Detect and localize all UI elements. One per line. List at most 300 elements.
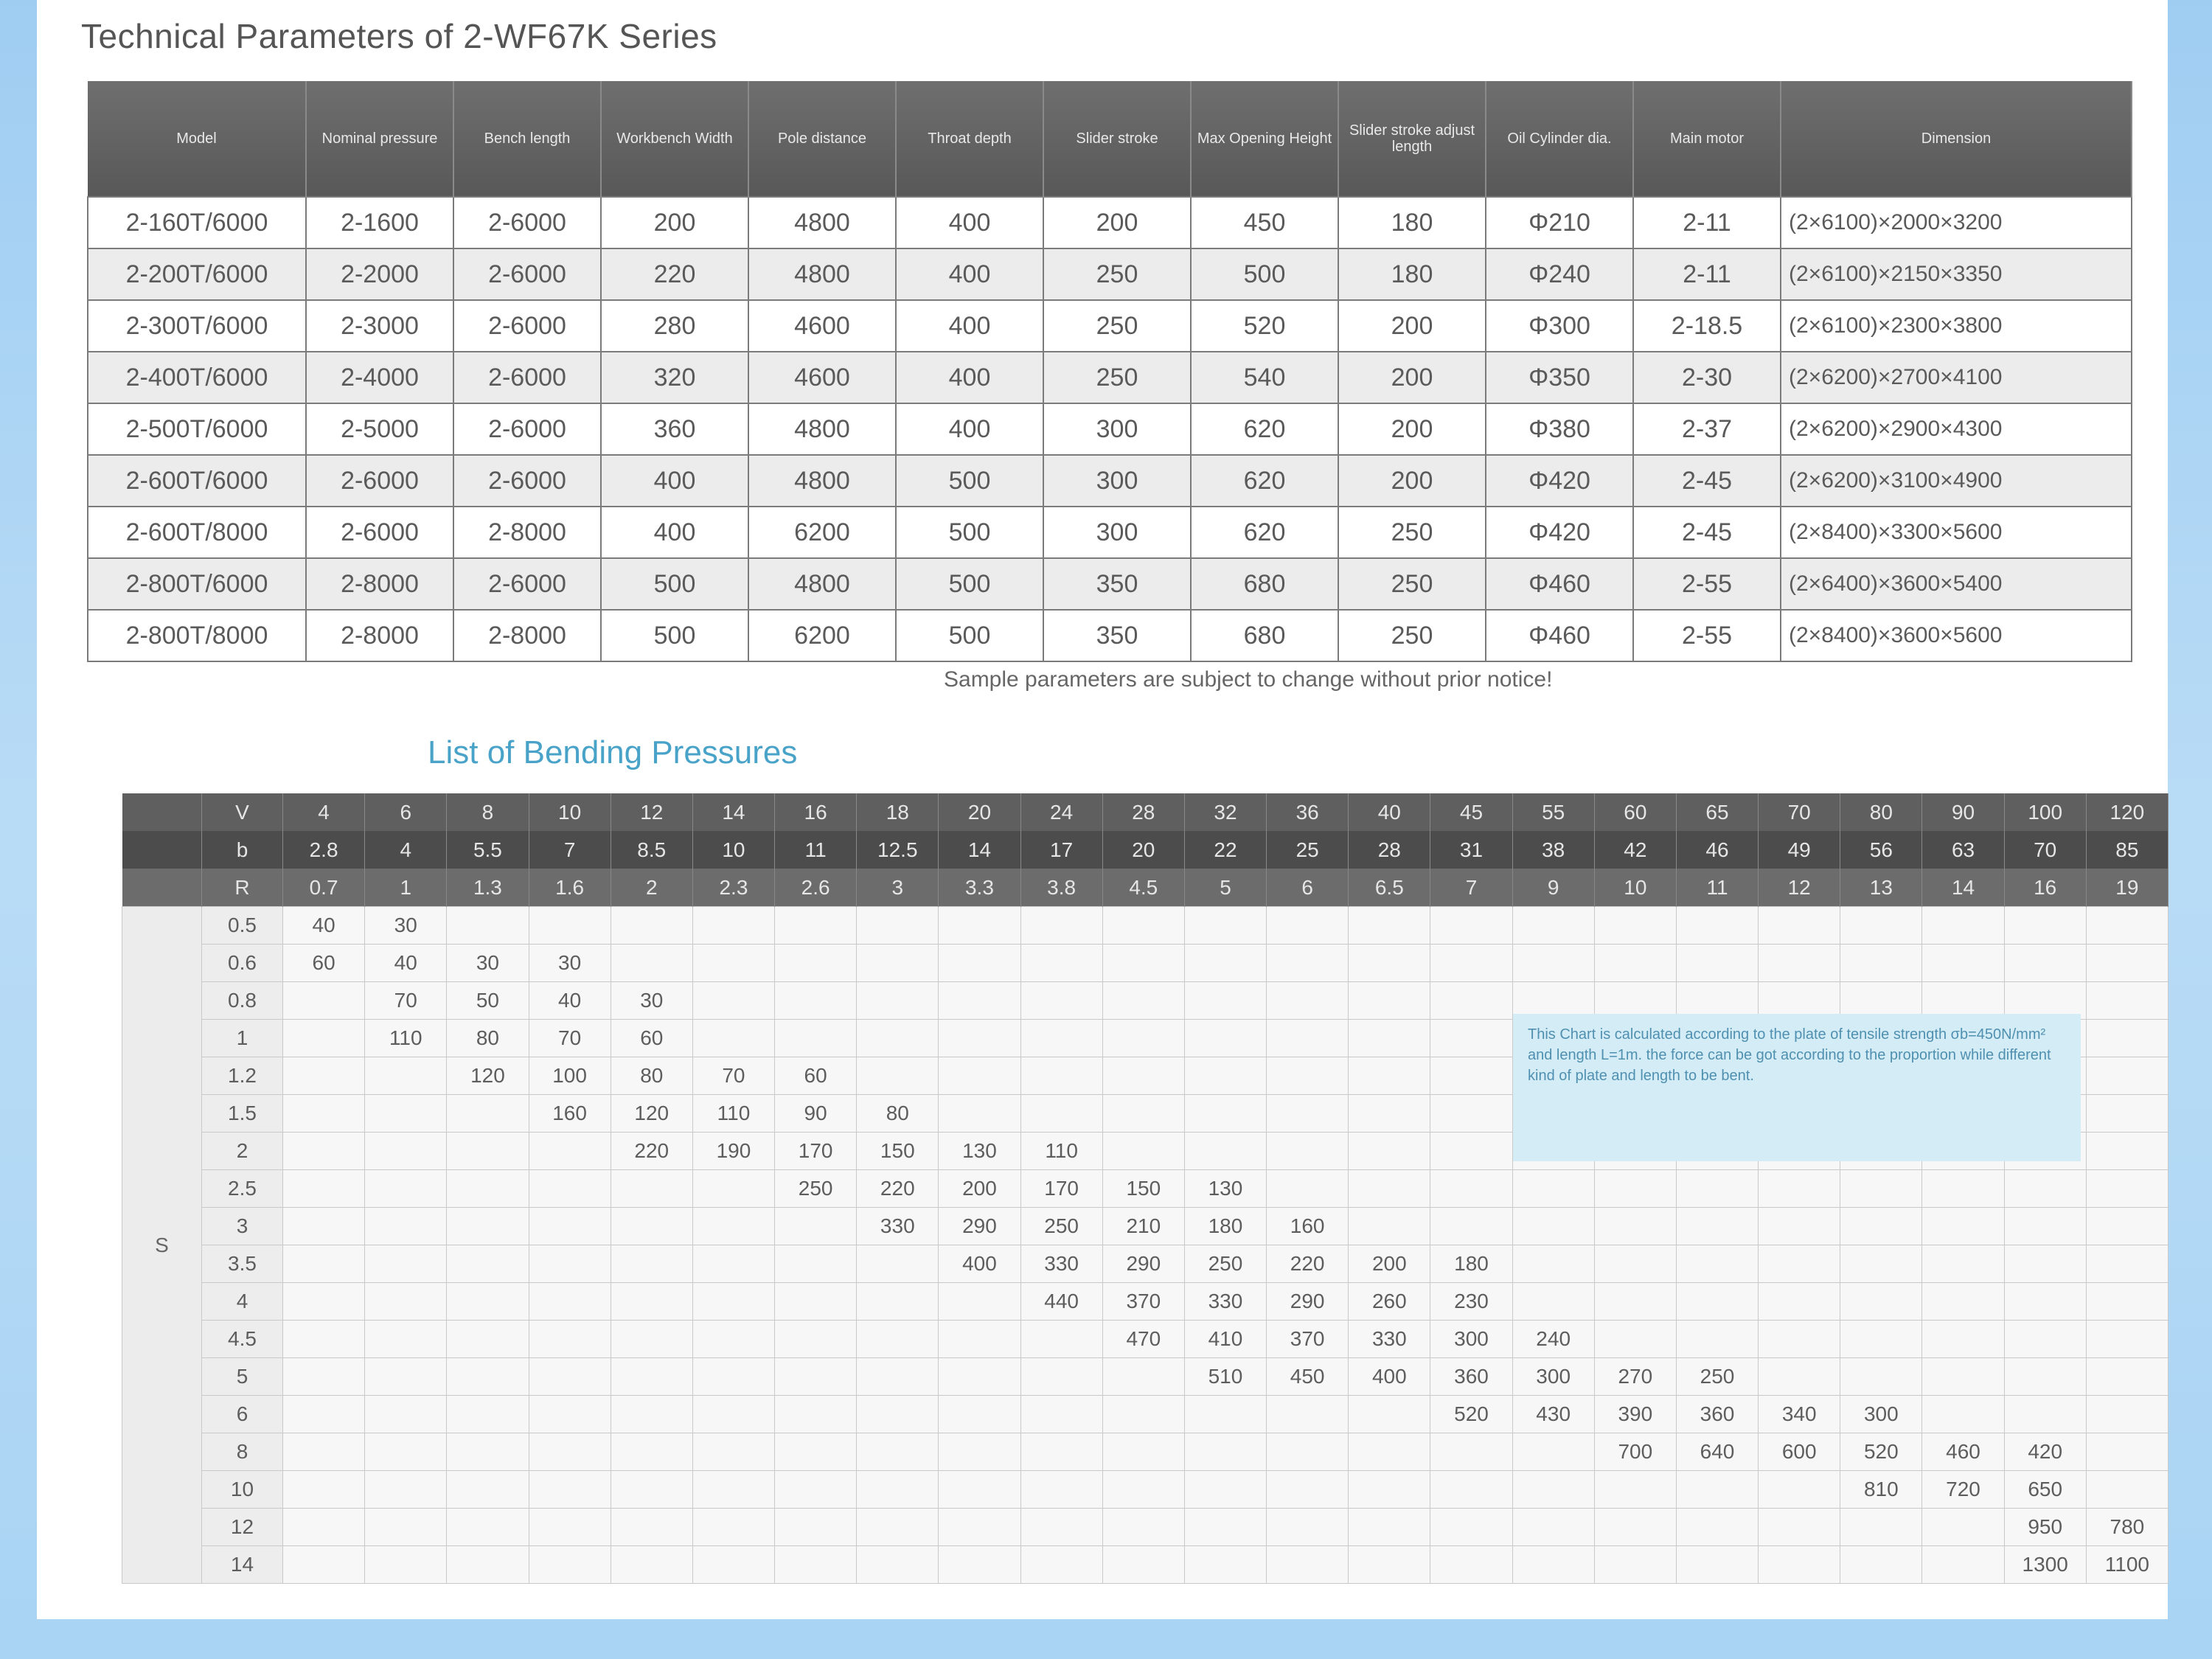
bend-empty-cell: [1594, 1170, 1676, 1208]
param-cell: 400: [896, 352, 1043, 403]
bend-empty-cell: [1840, 1509, 1922, 1546]
param-cell: 2-6000: [306, 507, 453, 558]
bend-empty-cell: [529, 1396, 611, 1433]
bend-empty-cell: [1102, 907, 1184, 945]
param-cell: 2-6000: [453, 300, 601, 352]
bend-header-corner: [122, 831, 202, 869]
bend-pressure-cell: 110: [365, 1020, 447, 1057]
bend-table-row: [122, 1471, 2168, 1509]
bend-empty-cell: [1512, 907, 1594, 945]
param-cell: 4800: [748, 558, 896, 610]
bend-empty-cell: [1840, 1245, 1922, 1283]
bend-empty-cell: [1020, 1546, 1102, 1584]
bend-empty-cell: [939, 1546, 1020, 1584]
bend-thickness-cell: 1.5: [202, 1095, 283, 1133]
bend-empty-cell: [447, 1358, 529, 1396]
bend-pressure-cell: 120: [611, 1095, 692, 1133]
param-table-row: [88, 507, 2132, 558]
bend-empty-cell: [1759, 1358, 1840, 1396]
bend-empty-cell: [857, 1396, 939, 1433]
bend-empty-cell: [447, 907, 529, 945]
bend-pressure-cell: 330: [1184, 1283, 1266, 1321]
param-cell: 2-6000: [453, 248, 601, 300]
bend-header-b-cell: 22: [1184, 831, 1266, 869]
bend-empty-cell: [1676, 1546, 1758, 1584]
param-cell: 2-11: [1633, 197, 1781, 248]
bend-empty-cell: [1430, 1170, 1512, 1208]
bend-empty-cell: [692, 1433, 774, 1471]
param-cell: 280: [601, 300, 748, 352]
param-cell: 2-800T/6000: [88, 558, 306, 610]
bend-header-row-v: [122, 793, 2168, 831]
bend-empty-cell: [1267, 1020, 1349, 1057]
bend-pressure-cell: 650: [2004, 1471, 2086, 1509]
bend-header-r-cell: 13: [1840, 869, 1922, 907]
bend-empty-cell: [2004, 1396, 2086, 1433]
bend-header-r-cell: 9: [1512, 869, 1594, 907]
bend-empty-cell: [1759, 1170, 1840, 1208]
bend-empty-cell: [692, 1020, 774, 1057]
bend-empty-cell: [1430, 1433, 1512, 1471]
bend-empty-cell: [1349, 1546, 1430, 1584]
bend-empty-cell: [611, 1321, 692, 1358]
param-cell: 350: [1043, 558, 1191, 610]
bend-table-row: [122, 1208, 2168, 1245]
bend-empty-cell: [1430, 945, 1512, 982]
bend-empty-cell: [1184, 945, 1266, 982]
bend-pressure-cell: 40: [365, 945, 447, 982]
bend-empty-cell: [2086, 1396, 2168, 1433]
bend-header-corner: [122, 793, 202, 831]
bend-empty-cell: [775, 907, 857, 945]
bend-empty-cell: [1184, 1396, 1266, 1433]
bend-empty-cell: [857, 907, 939, 945]
bend-header-v-cell: 60: [1594, 793, 1676, 831]
bend-empty-cell: [1267, 1471, 1349, 1509]
bend-empty-cell: [611, 1283, 692, 1321]
bend-empty-cell: [1102, 1396, 1184, 1433]
bend-empty-cell: [1512, 945, 1594, 982]
bend-thickness-cell: 4: [202, 1283, 283, 1321]
bend-table-row: [122, 1396, 2168, 1433]
param-cell: 2-8000: [306, 558, 453, 610]
bend-header-r-cell: 4.5: [1102, 869, 1184, 907]
bend-empty-cell: [1594, 1208, 1676, 1245]
param-header-cell: Workbench Width: [601, 81, 748, 197]
bend-pressure-cell: 360: [1676, 1396, 1758, 1433]
bend-pressure-cell: 60: [283, 945, 365, 982]
bend-empty-cell: [1512, 1471, 1594, 1509]
bend-empty-cell: [1349, 1509, 1430, 1546]
bend-empty-cell: [1512, 1509, 1594, 1546]
bend-empty-cell: [1184, 1133, 1266, 1170]
bend-empty-cell: [365, 1057, 447, 1095]
bend-header-r-cell: 0.7: [283, 869, 365, 907]
bend-header-r-cell: 1.3: [447, 869, 529, 907]
param-cell: 400: [601, 455, 748, 507]
param-cell: 300: [1043, 403, 1191, 455]
bend-pressure-cell: 230: [1430, 1283, 1512, 1321]
param-cell: 400: [896, 197, 1043, 248]
param-cell: 620: [1191, 403, 1338, 455]
bend-header-row-r: [122, 869, 2168, 907]
bend-header-b-cell: 56: [1840, 831, 1922, 869]
bend-pressure-cell: 110: [692, 1095, 774, 1133]
bend-empty-cell: [1759, 907, 1840, 945]
bend-header-label-r: R: [202, 869, 283, 907]
pressure-table-title: List of Bending Pressures: [428, 734, 798, 771]
param-cell: 4800: [748, 455, 896, 507]
param-cell: 2-30: [1633, 352, 1781, 403]
bend-empty-cell: [447, 1396, 529, 1433]
bend-empty-cell: [1759, 945, 1840, 982]
bend-pressure-cell: 300: [1430, 1321, 1512, 1358]
bend-empty-cell: [611, 1396, 692, 1433]
bend-empty-cell: [692, 1471, 774, 1509]
bend-empty-cell: [2004, 1170, 2086, 1208]
param-cell: Φ380: [1486, 403, 1633, 455]
bend-pressure-cell: 290: [1102, 1245, 1184, 1283]
bend-empty-cell: [283, 1471, 365, 1509]
bend-header-r-cell: 2: [611, 869, 692, 907]
bend-empty-cell: [1512, 1170, 1594, 1208]
param-cell: Φ240: [1486, 248, 1633, 300]
param-table-row: [88, 558, 2132, 610]
bend-empty-cell: [1430, 1057, 1512, 1095]
bend-header-b-cell: 17: [1020, 831, 1102, 869]
param-cell: 450: [1191, 197, 1338, 248]
bend-empty-cell: [1840, 1321, 1922, 1358]
param-header-cell: Oil Cylinder dia.: [1486, 81, 1633, 197]
bend-pressure-cell: 780: [2086, 1509, 2168, 1546]
bend-empty-cell: [1594, 1283, 1676, 1321]
bend-thickness-cell: 8: [202, 1433, 283, 1471]
param-table-row: [88, 300, 2132, 352]
param-cell: 2-18.5: [1633, 300, 1781, 352]
bend-empty-cell: [447, 1471, 529, 1509]
bend-empty-cell: [1267, 1433, 1349, 1471]
bend-empty-cell: [611, 1509, 692, 1546]
bend-empty-cell: [283, 1283, 365, 1321]
bend-pressure-cell: 30: [529, 945, 611, 982]
bend-pressure-cell: 70: [692, 1057, 774, 1095]
param-cell: Φ210: [1486, 197, 1633, 248]
bend-empty-cell: [365, 1546, 447, 1584]
bend-empty-cell: [1184, 982, 1266, 1020]
bend-empty-cell: [1349, 1396, 1430, 1433]
bend-header-b-cell: 38: [1512, 831, 1594, 869]
bend-thickness-cell: 1.2: [202, 1057, 283, 1095]
bend-empty-cell: [1020, 982, 1102, 1020]
bend-pressure-cell: 250: [775, 1170, 857, 1208]
notice-text: Sample parameters are subject to change without prior notice!: [944, 667, 1553, 692]
bend-empty-cell: [529, 1358, 611, 1396]
bend-empty-cell: [447, 1208, 529, 1245]
bend-empty-cell: [529, 1509, 611, 1546]
bend-pressure-cell: 250: [1020, 1208, 1102, 1245]
bend-table-row: [122, 1245, 2168, 1283]
param-cell: 680: [1191, 558, 1338, 610]
param-cell: 2-6000: [453, 455, 601, 507]
bend-pressure-cell: 40: [529, 982, 611, 1020]
bend-empty-cell: [1922, 1245, 2004, 1283]
bend-empty-cell: [1922, 1321, 2004, 1358]
bend-empty-cell: [775, 1020, 857, 1057]
bend-header-r-cell: 10: [1594, 869, 1676, 907]
param-cell: 250: [1043, 300, 1191, 352]
bend-pressure-cell: 60: [611, 1020, 692, 1057]
bend-pressure-cell: 810: [1840, 1471, 1922, 1509]
bend-pressure-cell: 600: [1759, 1433, 1840, 1471]
bend-header-b-cell: 20: [1102, 831, 1184, 869]
bend-empty-cell: [1267, 1546, 1349, 1584]
param-cell: 250: [1338, 610, 1486, 661]
bend-empty-cell: [2004, 1245, 2086, 1283]
bend-empty-cell: [1020, 1471, 1102, 1509]
bend-empty-cell: [1430, 1133, 1512, 1170]
bend-empty-cell: [529, 1321, 611, 1358]
bend-pressure-cell: 120: [447, 1057, 529, 1095]
param-cell: 2-160T/6000: [88, 197, 306, 248]
bend-pressure-cell: 210: [1102, 1208, 1184, 1245]
bend-table-row: [122, 907, 2168, 945]
bend-empty-cell: [1676, 907, 1758, 945]
bend-empty-cell: [2086, 1471, 2168, 1509]
bend-empty-cell: [775, 1546, 857, 1584]
param-cell: 250: [1043, 248, 1191, 300]
bend-pressure-cell: 250: [1676, 1358, 1758, 1396]
bend-pressure-cell: 640: [1676, 1433, 1758, 1471]
bend-header-b-cell: 28: [1349, 831, 1430, 869]
bend-empty-cell: [611, 907, 692, 945]
bend-header-row-b: [122, 831, 2168, 869]
param-cell: 2-5000: [306, 403, 453, 455]
bend-pressure-cell: 700: [1594, 1433, 1676, 1471]
param-cell: 2-600T/6000: [88, 455, 306, 507]
param-cell: Φ460: [1486, 558, 1633, 610]
bend-header-b-cell: 49: [1759, 831, 1840, 869]
bend-empty-cell: [939, 907, 1020, 945]
bend-empty-cell: [1512, 1245, 1594, 1283]
bend-pressure-cell: 260: [1349, 1283, 1430, 1321]
bend-header-r-cell: 6.5: [1349, 869, 1430, 907]
bend-empty-cell: [1922, 1208, 2004, 1245]
bend-pressure-cell: 160: [1267, 1208, 1349, 1245]
bend-pressure-cell: 520: [1430, 1396, 1512, 1433]
param-cell: 2-3000: [306, 300, 453, 352]
bend-empty-cell: [1759, 1509, 1840, 1546]
bend-header-v-cell: 70: [1759, 793, 1840, 831]
bend-header-v-cell: 65: [1676, 793, 1758, 831]
param-cell: 350: [1043, 610, 1191, 661]
bend-header-b-cell: 11: [775, 831, 857, 869]
bend-pressure-cell: 180: [1184, 1208, 1266, 1245]
param-header-cell: Main motor: [1633, 81, 1781, 197]
bend-pressure-cell: 1300: [2004, 1546, 2086, 1584]
bend-empty-cell: [611, 1471, 692, 1509]
param-cell: 500: [601, 558, 748, 610]
bend-header-r-cell: 3: [857, 869, 939, 907]
param-cell: Φ420: [1486, 507, 1633, 558]
param-cell: 4800: [748, 403, 896, 455]
bend-header-b-cell: 2.8: [283, 831, 365, 869]
bend-empty-cell: [1922, 1396, 2004, 1433]
bend-empty-cell: [1020, 1509, 1102, 1546]
param-cell: 250: [1338, 507, 1486, 558]
bend-table-row: [122, 1433, 2168, 1471]
bend-pressure-cell: 340: [1759, 1396, 1840, 1433]
bend-empty-cell: [939, 982, 1020, 1020]
bend-empty-cell: [692, 1321, 774, 1358]
bend-empty-cell: [2086, 1095, 2168, 1133]
bend-empty-cell: [1676, 1471, 1758, 1509]
bend-empty-cell: [2004, 945, 2086, 982]
bend-empty-cell: [692, 1283, 774, 1321]
bend-empty-cell: [1102, 1509, 1184, 1546]
bend-empty-cell: [2004, 1321, 2086, 1358]
bend-empty-cell: [1512, 1208, 1594, 1245]
param-cell: Φ460: [1486, 610, 1633, 661]
bend-pressure-cell: 300: [1512, 1358, 1594, 1396]
bend-pressure-cell: 220: [857, 1170, 939, 1208]
bend-header-v-cell: 8: [447, 793, 529, 831]
param-cell: (2×8400)×3300×5600: [1781, 507, 2132, 558]
bend-empty-cell: [283, 1509, 365, 1546]
bend-header-v-cell: 80: [1840, 793, 1922, 831]
bend-empty-cell: [1512, 1283, 1594, 1321]
bend-pressure-cell: 450: [1267, 1358, 1349, 1396]
bend-empty-cell: [1020, 907, 1102, 945]
param-cell: 2-400T/6000: [88, 352, 306, 403]
bend-empty-cell: [365, 1208, 447, 1245]
param-cell: 500: [1191, 248, 1338, 300]
bend-header-b-cell: 85: [2086, 831, 2168, 869]
bend-empty-cell: [283, 1057, 365, 1095]
param-cell: 2-6000: [453, 403, 601, 455]
param-cell: 4800: [748, 248, 896, 300]
bend-empty-cell: [939, 1020, 1020, 1057]
bend-thickness-cell: 2.5: [202, 1170, 283, 1208]
bend-empty-cell: [611, 1208, 692, 1245]
bend-empty-cell: [283, 1433, 365, 1471]
bend-table-row: [122, 1321, 2168, 1358]
bend-header-b-cell: 7: [529, 831, 611, 869]
bend-pressure-cell: 440: [1020, 1283, 1102, 1321]
param-cell: 2-8000: [453, 610, 601, 661]
bend-empty-cell: [447, 1245, 529, 1283]
bend-empty-cell: [1676, 1170, 1758, 1208]
bend-empty-cell: [2086, 1133, 2168, 1170]
bend-empty-cell: [1430, 1471, 1512, 1509]
bend-header-v-cell: 18: [857, 793, 939, 831]
bend-empty-cell: [2086, 945, 2168, 982]
bend-empty-cell: [939, 1509, 1020, 1546]
bend-empty-cell: [1020, 1321, 1102, 1358]
bend-pressure-cell: 240: [1512, 1321, 1594, 1358]
bend-pressure-cell: 130: [1184, 1170, 1266, 1208]
bend-empty-cell: [1676, 1283, 1758, 1321]
bend-empty-cell: [1349, 1208, 1430, 1245]
bend-empty-cell: [2086, 1358, 2168, 1396]
bend-empty-cell: [365, 1283, 447, 1321]
param-cell: Φ350: [1486, 352, 1633, 403]
bend-pressure-cell: 290: [1267, 1283, 1349, 1321]
bend-empty-cell: [2086, 1057, 2168, 1095]
bend-empty-cell: [283, 1245, 365, 1283]
param-cell: 2-6000: [453, 197, 601, 248]
param-table-row: [88, 352, 2132, 403]
bend-empty-cell: [529, 1170, 611, 1208]
bend-empty-cell: [529, 907, 611, 945]
bend-pressure-cell: 1100: [2086, 1546, 2168, 1584]
param-cell: 180: [1338, 197, 1486, 248]
bend-empty-cell: [529, 1471, 611, 1509]
bend-empty-cell: [692, 1208, 774, 1245]
bend-header-v-cell: 55: [1512, 793, 1594, 831]
bend-empty-cell: [2086, 1321, 2168, 1358]
bend-empty-cell: [1430, 1208, 1512, 1245]
bend-header-b-cell: 8.5: [611, 831, 692, 869]
param-cell: Φ420: [1486, 455, 1633, 507]
bend-pressure-cell: 110: [1020, 1133, 1102, 1170]
bend-empty-cell: [775, 1509, 857, 1546]
bend-empty-cell: [1020, 1433, 1102, 1471]
bend-empty-cell: [447, 1095, 529, 1133]
bend-empty-cell: [447, 1321, 529, 1358]
bend-empty-cell: [1102, 1133, 1184, 1170]
bend-header-r-cell: 16: [2004, 869, 2086, 907]
bend-empty-cell: [1759, 1471, 1840, 1509]
bend-empty-cell: [1184, 1095, 1266, 1133]
bend-empty-cell: [939, 1433, 1020, 1471]
bend-empty-cell: [1922, 907, 2004, 945]
bend-empty-cell: [447, 1433, 529, 1471]
bend-empty-cell: [1430, 1546, 1512, 1584]
param-cell: 300: [1043, 455, 1191, 507]
param-cell: 2-8000: [306, 610, 453, 661]
bend-empty-cell: [1349, 1020, 1430, 1057]
bend-empty-cell: [1840, 1208, 1922, 1245]
bend-pressure-cell: 250: [1184, 1245, 1266, 1283]
param-header-cell: Max Opening Height: [1191, 81, 1338, 197]
bend-empty-cell: [857, 945, 939, 982]
bend-empty-cell: [1840, 907, 1922, 945]
bend-empty-cell: [1430, 1095, 1512, 1133]
bend-header-b-cell: 42: [1594, 831, 1676, 869]
param-cell: 6200: [748, 507, 896, 558]
bend-pressure-cell: 60: [775, 1057, 857, 1095]
bend-empty-cell: [1102, 1020, 1184, 1057]
bend-empty-cell: [939, 1396, 1020, 1433]
bend-pressure-cell: 130: [939, 1133, 1020, 1170]
bend-empty-cell: [692, 1546, 774, 1584]
bend-pressure-cell: 150: [857, 1133, 939, 1170]
bend-empty-cell: [365, 1321, 447, 1358]
param-cell: 300: [1043, 507, 1191, 558]
bend-header-r-cell: 19: [2086, 869, 2168, 907]
bend-header-corner: [122, 869, 202, 907]
bend-empty-cell: [1102, 1471, 1184, 1509]
bend-header-b-cell: 14: [939, 831, 1020, 869]
bend-pressure-cell: 70: [365, 982, 447, 1020]
bend-empty-cell: [1922, 1170, 2004, 1208]
bend-empty-cell: [1759, 1283, 1840, 1321]
param-cell: 620: [1191, 455, 1338, 507]
bend-empty-cell: [939, 945, 1020, 982]
bend-empty-cell: [1840, 1546, 1922, 1584]
bend-empty-cell: [1184, 1471, 1266, 1509]
param-cell: 620: [1191, 507, 1338, 558]
